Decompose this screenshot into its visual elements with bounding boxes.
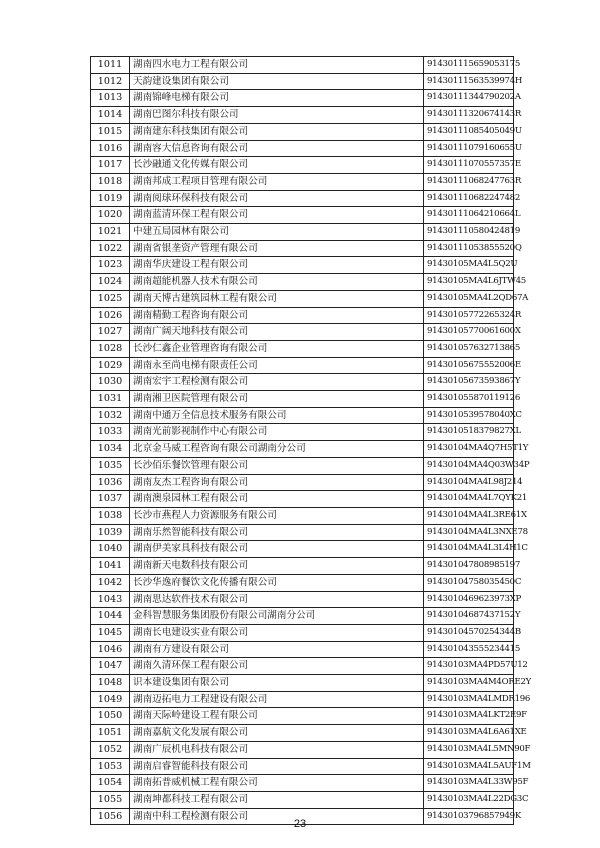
table-row xyxy=(91,791,514,808)
table-row xyxy=(91,357,514,374)
table-row xyxy=(91,407,514,424)
row-number-cell: 1035 xyxy=(91,457,130,474)
table-row xyxy=(91,725,514,742)
table-row xyxy=(91,290,514,307)
credit-code-cell: 914301110682247482 xyxy=(424,190,514,207)
registry-table-body xyxy=(91,57,532,825)
credit-code-cell: 914301043555234415 xyxy=(424,641,514,658)
table-row xyxy=(91,457,514,474)
table-row xyxy=(91,758,514,775)
credit-code-cell: 91430103MA4L6A61XE xyxy=(424,725,514,742)
row-number-cell: 1017 xyxy=(91,157,130,174)
table-row xyxy=(91,57,514,74)
row-number-cell: 1027 xyxy=(91,324,130,341)
row-number-cell: 1053 xyxy=(91,758,130,775)
table-row xyxy=(91,224,514,241)
table-row xyxy=(91,90,514,107)
company-name-cell: 湖南蓝清环保工程有限公司 xyxy=(130,207,424,224)
table-row xyxy=(91,691,514,708)
company-name-cell: 长沙佰乐餐饮管理有限公司 xyxy=(130,457,424,474)
row-number-cell: 1034 xyxy=(91,441,130,458)
row-number-cell: 1021 xyxy=(91,224,130,241)
credit-code-cell: 91430104MA4L3L4H1C xyxy=(424,541,514,558)
company-name-cell: 湖南光前影视制作中心有限公司 xyxy=(130,424,424,441)
row-number-cell: 1019 xyxy=(91,190,130,207)
company-name-cell: 湖南天际岭建设工程有限公司 xyxy=(130,708,424,725)
row-number-cell: 1014 xyxy=(91,107,130,124)
company-name-cell: 湖南迈拓电力工程建设有限公司 xyxy=(130,691,424,708)
company-name-cell: 湖南友杰工程咨询有限公司 xyxy=(130,474,424,491)
credit-code-cell: 91430105772265324R xyxy=(424,307,514,324)
company-name-cell: 湖南天博古建筑园林工程有限公司 xyxy=(130,290,424,307)
row-number-cell: 1056 xyxy=(91,808,130,825)
table-row xyxy=(91,157,514,174)
row-number-cell: 1049 xyxy=(91,691,130,708)
row-number-cell: 1013 xyxy=(91,90,130,107)
table-row xyxy=(91,123,514,140)
credit-code-cell: 91430104687437152Y xyxy=(424,608,514,625)
row-number-cell: 1054 xyxy=(91,775,130,792)
credit-code-cell: 91430111079160655U xyxy=(424,140,514,157)
company-name-cell: 湖南锦峰电梯有限公司 xyxy=(130,90,424,107)
table-row xyxy=(91,708,514,725)
credit-code-cell: 91430104MA4L3NXE78 xyxy=(424,524,514,541)
row-number-cell: 1036 xyxy=(91,474,130,491)
company-name-cell: 湖南巴图尔科技有限公司 xyxy=(130,107,424,124)
table-row xyxy=(91,340,514,357)
table-row xyxy=(91,524,514,541)
table-row xyxy=(91,73,514,90)
company-name-cell: 长沙融通文化传媒有限公司 xyxy=(130,157,424,174)
company-name-cell: 湖南广辰机电科技有限公司 xyxy=(130,741,424,758)
row-number-cell: 1050 xyxy=(91,708,130,725)
company-name-cell: 湖南中科工程检测有限公司 xyxy=(130,808,424,825)
table-row xyxy=(91,441,514,458)
credit-code-cell: 91430111320674143R xyxy=(424,107,514,124)
row-number-cell: 1052 xyxy=(91,741,130,758)
row-number-cell: 1022 xyxy=(91,240,130,257)
row-number-cell: 1023 xyxy=(91,257,130,274)
page-number: 23 xyxy=(293,818,307,830)
row-number-cell: 1037 xyxy=(91,491,130,508)
company-name-cell: 识本建设集团有限公司 xyxy=(130,675,424,692)
company-name-cell: 天韵建设集团有限公司 xyxy=(130,73,424,90)
credit-code-cell: 91430104MA4L3RE61X xyxy=(424,507,514,524)
credit-code-cell: 91430111064210664L xyxy=(424,207,514,224)
table-row xyxy=(91,324,514,341)
table-row xyxy=(91,641,514,658)
row-number-cell: 1030 xyxy=(91,374,130,391)
row-number-cell: 1024 xyxy=(91,274,130,291)
company-name-cell: 湖南容大信息咨询有限公司 xyxy=(130,140,424,157)
credit-code-cell: 91430104MA4L7QYK21 xyxy=(424,491,514,508)
company-name-cell: 湖南广阔天地科技有限公司 xyxy=(130,324,424,341)
registry-table xyxy=(90,56,532,825)
row-number-cell: 1040 xyxy=(91,541,130,558)
company-name-cell: 长沙市燕程人力资源服务有限公司 xyxy=(130,507,424,524)
company-name-cell: 长沙仁鑫企业管理咨询有限公司 xyxy=(130,340,424,357)
company-name-cell: 湖南超能机器人技术有限公司 xyxy=(130,274,424,291)
company-name-cell: 长沙华逸府餐饮文化传播有限公司 xyxy=(130,574,424,591)
company-name-cell: 湖南有方建设有限公司 xyxy=(130,641,424,658)
company-name-cell: 湖南湘卫医院管理有限公司 xyxy=(130,391,424,408)
table-row xyxy=(91,574,514,591)
row-number-cell: 1039 xyxy=(91,524,130,541)
row-number-cell: 1018 xyxy=(91,173,130,190)
company-name-cell: 湖南坤都科技工程有限公司 xyxy=(130,791,424,808)
table-row xyxy=(91,374,514,391)
credit-code-cell: 91430103796857949K xyxy=(424,808,514,825)
credit-code-cell: 91430105MA4L6JTW45 xyxy=(424,274,514,291)
row-number-cell: 1044 xyxy=(91,608,130,625)
company-name-cell: 湖南启睿智能科技有限公司 xyxy=(130,758,424,775)
table-row xyxy=(91,624,514,641)
credit-code-cell: 91430105770061600X xyxy=(424,324,514,341)
row-number-cell: 1032 xyxy=(91,407,130,424)
table-row xyxy=(91,507,514,524)
credit-code-cell: 91430104MA4Q03W34P xyxy=(424,457,514,474)
company-name-cell: 湖南华庆建设工程有限公司 xyxy=(130,257,424,274)
row-number-cell: 1041 xyxy=(91,558,130,575)
row-number-cell: 1015 xyxy=(91,123,130,140)
company-name-cell: 湖南中通万全信息技术服务有限公司 xyxy=(130,407,424,424)
row-number-cell: 1055 xyxy=(91,791,130,808)
credit-code-cell: 91430111344790202A xyxy=(424,90,514,107)
company-name-cell: 湖南阅球环保科技有限公司 xyxy=(130,190,424,207)
row-number-cell: 1025 xyxy=(91,290,130,307)
credit-code-cell: 91430103MA4L5AUF1M xyxy=(424,758,514,775)
table-row xyxy=(91,491,514,508)
table-row xyxy=(91,140,514,157)
table-row xyxy=(91,658,514,675)
credit-code-cell: 91430104MA4Q7H5T1Y xyxy=(424,441,514,458)
credit-code-cell: 91430105675552006E xyxy=(424,357,514,374)
company-name-cell: 湖南久清环保工程有限公司 xyxy=(130,658,424,675)
row-number-cell: 1020 xyxy=(91,207,130,224)
row-number-cell: 1012 xyxy=(91,73,130,90)
credit-code-cell: 91430103MA4M4ORE2Y xyxy=(424,675,514,692)
company-name-cell: 湖南思达软件技术有限公司 xyxy=(130,591,424,608)
credit-code-cell: 91430103MA4L5MN90F xyxy=(424,741,514,758)
table-row xyxy=(91,541,514,558)
credit-code-cell: 91430105MA4L2QD67A xyxy=(424,290,514,307)
credit-code-cell: 91430103MA4LMDR196 xyxy=(424,691,514,708)
credit-code-cell: 914301110580424819 xyxy=(424,224,514,241)
row-number-cell: 1047 xyxy=(91,658,130,675)
credit-code-cell: 914301055870119126 xyxy=(424,391,514,408)
table-row xyxy=(91,391,514,408)
company-name-cell: 湖南嘉航文化发展有限公司 xyxy=(130,725,424,742)
table-row xyxy=(91,240,514,257)
table-row xyxy=(91,274,514,291)
credit-code-cell: 91430103MA4PD57U12 xyxy=(424,658,514,675)
company-name-cell: 湖南新天电数科技有限公司 xyxy=(130,558,424,575)
credit-code-cell: 91430103MA4LKT2E9F xyxy=(424,708,514,725)
credit-code-cell: 91430111563539974H xyxy=(424,73,514,90)
company-name-cell: 湖南精勤工程咨询有限公司 xyxy=(130,307,424,324)
credit-code-cell: 91430103MA4L33W95F xyxy=(424,775,514,792)
company-name-cell: 湖南宏宇工程检测有限公司 xyxy=(130,374,424,391)
table-row xyxy=(91,675,514,692)
company-name-cell: 北京金马威工程咨询有限公司湖南分公司 xyxy=(130,441,424,458)
row-number-cell: 1033 xyxy=(91,424,130,441)
credit-code-cell: 91430105673593867Y xyxy=(424,374,514,391)
table-row xyxy=(91,207,514,224)
table-row xyxy=(91,474,514,491)
row-number-cell: 1026 xyxy=(91,307,130,324)
table-row xyxy=(91,307,514,324)
table-row xyxy=(91,190,514,207)
row-number-cell: 1038 xyxy=(91,507,130,524)
row-number-cell: 1011 xyxy=(91,57,130,74)
credit-code-cell: 91430105395780​40XC xyxy=(424,407,514,424)
table-row xyxy=(91,741,514,758)
company-name-cell: 湖南拓普威机械工程有限公司 xyxy=(130,775,424,792)
credit-code-cell: 91430103MA4L22DG3C xyxy=(424,791,514,808)
company-name-cell: 湖南永至尚电梯有限责任公司 xyxy=(130,357,424,374)
company-name-cell: 湖南省银垄资产管理有限公司 xyxy=(130,240,424,257)
row-number-cell: 1028 xyxy=(91,340,130,357)
row-number-cell: 1043 xyxy=(91,591,130,608)
row-number-cell: 1048 xyxy=(91,675,130,692)
credit-code-cell: 91430104MA4L98J214 xyxy=(424,474,514,491)
table-row xyxy=(91,424,514,441)
row-number-cell: 1031 xyxy=(91,391,130,408)
company-name-cell: 湖南建东科技集团有限公司 xyxy=(130,123,424,140)
credit-code-cell: 91430105183798​27XL xyxy=(424,424,514,441)
company-name-cell: 湖南邦成工程项目管理有限公司 xyxy=(130,173,424,190)
credit-code-cell: 914301115659053175 xyxy=(424,57,514,74)
table-row xyxy=(91,608,514,625)
credit-code-cell: 91430111085405049U xyxy=(424,123,514,140)
row-number-cell: 1046 xyxy=(91,641,130,658)
table-row xyxy=(91,257,514,274)
credit-code-cell: 91430104570254344B xyxy=(424,624,514,641)
row-number-cell: 1042 xyxy=(91,574,130,591)
row-number-cell: 1051 xyxy=(91,725,130,742)
row-number-cell: 1029 xyxy=(91,357,130,374)
company-name-cell: 湖南长电建设实业有限公司 xyxy=(130,624,424,641)
company-name-cell: 中建五局园林有限公司 xyxy=(130,224,424,241)
credit-code-cell: 91430111070557357E xyxy=(424,157,514,174)
credit-code-cell: 914301047808985197 xyxy=(424,558,514,575)
company-name-cell: 湖南四水电力工程有限公司 xyxy=(130,57,424,74)
credit-code-cell: 91430104696239​73XP xyxy=(424,591,514,608)
credit-code-cell: 914301057632713865 xyxy=(424,340,514,357)
table-row xyxy=(91,775,514,792)
table-row xyxy=(91,558,514,575)
table-row xyxy=(91,107,514,124)
table-row xyxy=(91,591,514,608)
row-number-cell: 1016 xyxy=(91,140,130,157)
company-name-cell: 湖南澳泉园林工程有限公司 xyxy=(130,491,424,508)
company-name-cell: 金科智慧服务集团股份有限公司湖南分公司 xyxy=(130,608,424,625)
credit-code-cell: 91430111068247763R xyxy=(424,173,514,190)
company-name-cell: 湖南乐然智能科技有限公司 xyxy=(130,524,424,541)
table-row xyxy=(91,173,514,190)
row-number-cell: 1045 xyxy=(91,624,130,641)
credit-code-cell: 91430105MA4L5Q2U xyxy=(424,257,514,274)
credit-code-cell: 91430111053855520Q xyxy=(424,240,514,257)
credit-code-cell: 91430104758035450C xyxy=(424,574,514,591)
company-name-cell: 湖南伊美家具科技有限公司 xyxy=(130,541,424,558)
